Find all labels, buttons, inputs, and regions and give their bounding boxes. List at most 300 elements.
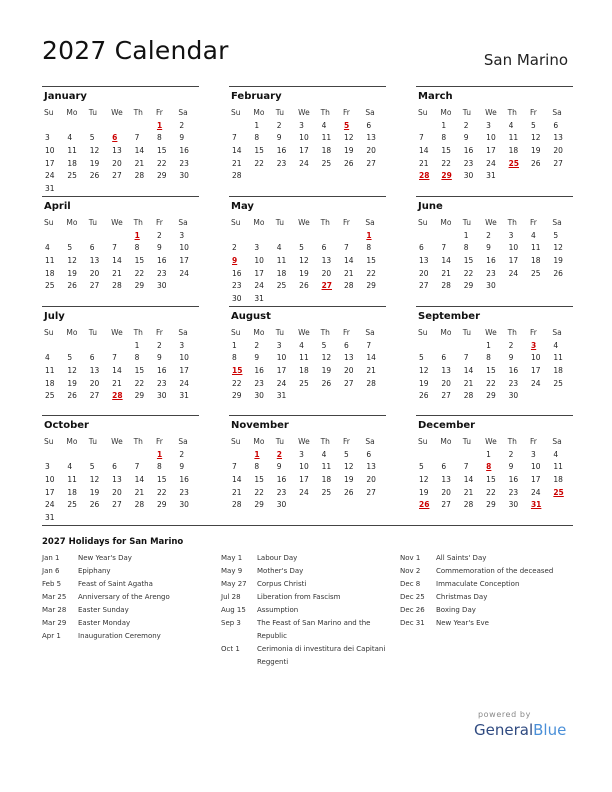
month-name: November	[231, 420, 289, 431]
holiday-name: Liberation from Fascism	[257, 593, 341, 601]
weekday-label: Su	[418, 108, 428, 117]
holiday-name: Easter Sunday	[78, 606, 129, 614]
weekday-label: Mo	[66, 108, 78, 117]
weekday-label: Sa	[365, 328, 375, 337]
day-cell: 6	[553, 120, 559, 130]
day-cell: 10	[45, 475, 55, 485]
holiday-name: The Feast of San Marino and the Republic	[257, 619, 371, 640]
holiday-date: Apr 1	[42, 632, 61, 640]
day-cell: 24	[254, 281, 264, 291]
holiday-date: Jul 28	[221, 593, 241, 601]
weekday-label: Fr	[155, 218, 163, 227]
day-cell: 26	[343, 158, 354, 168]
day-cell: 21	[112, 378, 122, 388]
holiday-day-cell: 1	[156, 449, 163, 459]
empty-cell	[42, 230, 64, 243]
day-cell: 12	[419, 366, 429, 376]
day-cell: 3	[45, 462, 50, 472]
day-cell: 29	[232, 391, 242, 401]
day-cell: 29	[486, 500, 496, 510]
day-cell: 16	[508, 366, 519, 376]
day-cell: 5	[419, 462, 424, 472]
holiday-day-cell: 1	[254, 449, 260, 459]
empty-cell	[87, 340, 109, 353]
day-cell: 5	[89, 133, 95, 143]
holiday-date: Mar 25	[42, 593, 67, 601]
weekday-label: Th	[133, 437, 143, 446]
weekday-label: Tu	[275, 108, 284, 117]
day-cell: 15	[134, 366, 145, 376]
holiday-day-cell: 25	[508, 158, 519, 168]
day-cell: 16	[508, 475, 519, 485]
day-cell: 18	[45, 268, 55, 278]
weekday-label: Mo	[253, 328, 265, 337]
empty-cell	[42, 449, 64, 462]
day-cell: 14	[112, 256, 122, 266]
day-cell: 22	[486, 487, 496, 497]
holiday-day-cell: 5	[343, 120, 350, 130]
day-cell: 8	[366, 243, 372, 253]
month-name: July	[44, 311, 65, 322]
day-cell: 11	[45, 366, 55, 376]
weekday-label: Fr	[155, 328, 163, 337]
empty-cell	[438, 340, 460, 353]
day-cell: 23	[179, 487, 189, 497]
empty-cell	[109, 340, 131, 353]
day-cell: 10	[530, 462, 541, 472]
day-cell: 9	[463, 133, 469, 143]
day-grid	[42, 436, 199, 525]
empty-cell	[109, 230, 131, 243]
day-cell: 2	[508, 340, 514, 350]
day-grid	[229, 217, 386, 306]
holiday-day-cell: 1	[366, 230, 372, 240]
day-cell: 1	[134, 340, 140, 350]
day-cell: 27	[366, 487, 376, 497]
day-cell: 7	[343, 243, 349, 253]
weekday-label: Th	[507, 328, 517, 337]
day-cell: 6	[441, 462, 447, 472]
day-cell: 13	[366, 462, 376, 472]
day-cell: 25	[276, 281, 287, 291]
holiday-date: Feb 5	[42, 580, 62, 588]
day-cell: 18	[530, 256, 541, 266]
day-grid	[416, 436, 573, 512]
weekday-label: We	[485, 218, 497, 227]
holiday-name: Mother's Day	[257, 567, 304, 575]
day-cell: 15	[441, 146, 451, 156]
day-cell: 20	[112, 158, 122, 168]
day-cell: 24	[179, 268, 189, 278]
day-cell: 28	[232, 500, 242, 510]
day-cell: 20	[89, 268, 100, 278]
day-cell: 13	[89, 366, 100, 376]
weekday-label: Su	[44, 218, 54, 227]
day-cell: 21	[134, 158, 145, 168]
holiday-name: Immaculate Conception	[436, 580, 520, 588]
holiday-name: Assumption	[257, 606, 299, 614]
day-cell: 27	[89, 391, 100, 401]
day-cell: 15	[254, 475, 264, 485]
day-cell: 31	[45, 513, 55, 523]
day-cell: 10	[508, 243, 519, 253]
weekday-label: Su	[44, 328, 54, 337]
day-cell: 25	[67, 500, 77, 510]
day-cell: 24	[299, 487, 309, 497]
day-cell: 19	[530, 146, 541, 156]
holiday-row	[221, 643, 396, 669]
weekday-label: We	[485, 108, 497, 117]
day-cell: 27	[441, 391, 451, 401]
day-cell: 12	[89, 475, 100, 485]
day-cell: 12	[67, 366, 77, 376]
empty-cell	[274, 230, 296, 243]
day-cell: 2	[254, 340, 260, 350]
month-name: June	[418, 201, 443, 212]
day-cell: 4	[508, 120, 514, 130]
month-name: December	[418, 420, 476, 431]
day-cell: 8	[232, 353, 237, 363]
day-cell: 15	[463, 256, 474, 266]
day-cell: 31	[276, 391, 287, 401]
day-cell: 13	[419, 256, 429, 266]
day-cell: 20	[366, 146, 376, 156]
empty-cell	[87, 230, 109, 243]
day-cell: 16	[156, 256, 167, 266]
holiday-row	[42, 578, 217, 591]
day-cell: 31	[179, 391, 189, 401]
day-cell: 2	[232, 243, 237, 253]
holiday-day-cell: 26	[419, 500, 430, 510]
day-cell: 11	[553, 462, 563, 472]
day-cell: 28	[112, 281, 122, 291]
day-cell: 6	[366, 120, 372, 130]
day-cell: 29	[486, 391, 496, 401]
holiday-day-cell: 31	[530, 500, 542, 510]
weekday-label: Mo	[440, 328, 452, 337]
month-rule	[229, 415, 386, 416]
day-cell: 19	[343, 475, 354, 485]
day-cell: 20	[321, 268, 332, 278]
day-cell: 21	[463, 487, 474, 497]
weekday-label: Th	[320, 328, 330, 337]
weekday-label: Fr	[155, 108, 163, 117]
weekday-label: Mo	[66, 218, 78, 227]
day-cell: 29	[134, 391, 145, 401]
day-cell: 16	[463, 146, 474, 156]
weekday-label: Sa	[552, 218, 562, 227]
month-name: February	[231, 91, 282, 102]
month-name: May	[231, 201, 254, 212]
weekday-label: Tu	[275, 437, 284, 446]
day-cell: 14	[134, 146, 145, 156]
day-cell: 24	[508, 268, 519, 278]
day-cell: 26	[343, 487, 354, 497]
day-cell: 25	[530, 268, 541, 278]
weekday-label: Sa	[365, 437, 375, 446]
day-cell: 29	[254, 500, 264, 510]
day-cell: 17	[299, 146, 309, 156]
day-cell: 4	[530, 230, 536, 240]
day-cell: 3	[276, 340, 282, 350]
day-cell: 13	[441, 475, 451, 485]
day-cell: 1	[232, 340, 237, 350]
day-cell: 21	[419, 158, 429, 168]
day-cell: 1	[254, 120, 260, 130]
day-grid	[229, 107, 386, 183]
day-cell: 24	[45, 171, 55, 181]
day-cell: 6	[419, 243, 424, 253]
brand-part-blue: Blue	[533, 721, 567, 739]
day-cell: 31	[254, 294, 264, 304]
day-cell: 5	[67, 243, 73, 253]
holiday-row	[400, 578, 575, 591]
day-cell: 23	[232, 281, 242, 291]
holiday-date: Dec 31	[400, 619, 425, 627]
day-cell: 10	[179, 353, 189, 363]
day-cell: 5	[419, 353, 424, 363]
day-cell: 27	[441, 500, 451, 510]
month-rule	[416, 415, 573, 416]
empty-cell	[251, 230, 273, 243]
holiday-day-cell: 3	[530, 340, 537, 350]
day-cell: 19	[419, 487, 429, 497]
weekday-label: Mo	[440, 218, 452, 227]
brand-part-general: General	[474, 721, 534, 739]
generalblue-logo[interactable]	[474, 721, 566, 739]
holiday-name: Commemoration of the deceased	[436, 567, 554, 575]
day-cell: 4	[553, 449, 559, 459]
weekday-label: Fr	[342, 328, 350, 337]
month-rule	[229, 196, 386, 197]
day-cell: 10	[179, 243, 189, 253]
holiday-date: Nov 2	[400, 567, 421, 575]
day-cell: 5	[299, 243, 304, 253]
day-cell: 9	[254, 353, 260, 363]
weekday-label: Mo	[66, 437, 78, 446]
holiday-day-cell: 8	[486, 462, 492, 472]
month-name: April	[44, 201, 71, 212]
day-cell: 20	[553, 146, 563, 156]
month-name: August	[231, 311, 271, 322]
weekday-label: Su	[418, 328, 428, 337]
day-cell: 2	[179, 449, 185, 459]
month-name: September	[418, 311, 480, 322]
holiday-date: Jan 1	[42, 554, 60, 562]
day-cell: 18	[67, 487, 77, 497]
day-cell: 9	[276, 462, 282, 472]
holiday-day-cell: 1	[134, 230, 140, 240]
day-cell: 16	[486, 256, 496, 266]
day-cell: 25	[45, 391, 55, 401]
holiday-name: All Saints' Day	[436, 554, 487, 562]
day-cell: 8	[463, 243, 469, 253]
month-rule	[42, 415, 199, 416]
day-grid	[42, 217, 199, 293]
day-cell: 28	[343, 281, 354, 291]
holiday-day-cell: 6	[112, 133, 118, 143]
day-cell: 14	[441, 256, 451, 266]
day-cell: 19	[89, 158, 100, 168]
day-cell: 22	[156, 487, 167, 497]
day-cell: 5	[89, 462, 95, 472]
day-cell: 23	[486, 268, 496, 278]
day-cell: 18	[276, 268, 287, 278]
holiday-date: Jan 6	[42, 567, 60, 575]
day-cell: 12	[343, 133, 354, 143]
day-cell: 18	[67, 158, 77, 168]
holiday-name: Cerimonia di investitura dei Capitani Reggenti	[257, 645, 386, 666]
day-cell: 17	[45, 487, 55, 497]
day-cell: 17	[179, 256, 189, 266]
day-cell: 24	[276, 378, 287, 388]
day-cell: 30	[276, 500, 287, 510]
day-cell: 5	[553, 230, 559, 240]
day-cell: 9	[508, 353, 514, 363]
weekday-label: We	[298, 437, 310, 446]
day-cell: 8	[156, 133, 162, 143]
day-cell: 14	[232, 146, 242, 156]
month-name: October	[44, 420, 89, 431]
day-cell: 3	[486, 120, 491, 130]
day-cell: 9	[508, 462, 514, 472]
day-cell: 12	[299, 256, 309, 266]
day-cell: 20	[419, 268, 429, 278]
empty-cell	[319, 230, 341, 243]
day-cell: 4	[67, 462, 73, 472]
day-cell: 17	[508, 256, 519, 266]
day-cell: 2	[156, 230, 162, 240]
day-cell: 23	[179, 158, 189, 168]
holiday-row	[400, 565, 575, 578]
day-cell: 25	[67, 171, 77, 181]
day-cell: 17	[530, 366, 541, 376]
month-rule	[229, 86, 386, 87]
empty-cell	[296, 230, 318, 243]
holiday-row	[221, 565, 396, 578]
day-cell: 12	[343, 462, 354, 472]
month-rule	[416, 196, 573, 197]
month-name: January	[44, 91, 87, 102]
day-cell: 17	[45, 158, 55, 168]
day-grid	[416, 217, 573, 293]
empty-cell	[132, 120, 154, 133]
day-cell: 19	[343, 146, 354, 156]
day-cell: 13	[343, 353, 354, 363]
day-cell: 17	[254, 268, 264, 278]
day-cell: 1	[463, 230, 469, 240]
day-cell: 22	[254, 158, 264, 168]
day-cell: 29	[156, 500, 167, 510]
month-rule	[416, 86, 573, 87]
day-cell: 10	[276, 353, 287, 363]
day-cell: 25	[299, 378, 309, 388]
day-cell: 8	[254, 462, 260, 472]
day-cell: 6	[321, 243, 327, 253]
day-cell: 12	[67, 256, 77, 266]
day-cell: 9	[156, 353, 162, 363]
day-cell: 19	[553, 256, 563, 266]
holiday-row	[221, 578, 396, 591]
day-cell: 10	[254, 256, 264, 266]
day-grid	[229, 436, 386, 512]
day-cell: 16	[179, 146, 189, 156]
day-cell: 27	[553, 158, 563, 168]
day-cell: 30	[508, 500, 519, 510]
day-cell: 15	[366, 256, 376, 266]
weekday-label: Su	[231, 218, 241, 227]
empty-cell	[341, 230, 363, 243]
day-cell: 20	[89, 378, 100, 388]
day-cell: 18	[321, 146, 332, 156]
day-cell: 21	[134, 487, 145, 497]
day-cell: 27	[89, 281, 100, 291]
weekday-label: Mo	[440, 437, 452, 446]
weekday-label: Fr	[529, 328, 537, 337]
day-cell: 25	[321, 158, 332, 168]
day-cell: 24	[530, 487, 541, 497]
day-cell: 21	[366, 366, 376, 376]
holiday-row	[42, 630, 217, 643]
weekday-label: Tu	[88, 218, 97, 227]
day-cell: 22	[486, 378, 496, 388]
day-cell: 15	[486, 475, 496, 485]
day-cell: 11	[321, 462, 332, 472]
day-cell: 30	[156, 281, 167, 291]
day-cell: 2	[486, 230, 491, 240]
weekday-label: Sa	[552, 108, 562, 117]
day-cell: 17	[179, 366, 189, 376]
day-cell: 23	[276, 487, 287, 497]
empty-cell	[64, 120, 86, 133]
day-cell: 7	[441, 243, 447, 253]
day-cell: 2	[179, 120, 185, 130]
day-cell: 22	[134, 268, 145, 278]
day-cell: 3	[254, 243, 260, 253]
weekday-label: Sa	[178, 328, 188, 337]
day-cell: 20	[343, 366, 354, 376]
day-grid	[416, 327, 573, 403]
month-rule	[416, 306, 573, 307]
day-cell: 1	[486, 449, 491, 459]
empty-cell	[42, 340, 64, 353]
holiday-date: May 27	[221, 580, 247, 588]
day-cell: 6	[89, 353, 95, 363]
day-cell: 4	[321, 449, 327, 459]
day-cell: 15	[134, 256, 145, 266]
holiday-name: Boxing Day	[436, 606, 476, 614]
weekday-label: We	[298, 108, 310, 117]
day-cell: 8	[441, 133, 447, 143]
weekday-label: Fr	[342, 218, 350, 227]
day-cell: 11	[45, 256, 55, 266]
day-cell: 11	[276, 256, 287, 266]
weekday-label: We	[111, 328, 123, 337]
day-cell: 8	[134, 353, 140, 363]
holiday-row	[400, 552, 575, 565]
day-cell: 30	[179, 500, 189, 510]
day-cell: 7	[112, 243, 117, 253]
day-cell: 12	[530, 133, 541, 143]
page-title: 2027 Calendar	[42, 36, 229, 65]
day-cell: 3	[508, 230, 514, 240]
holiday-day-cell: 2	[276, 449, 282, 459]
weekday-label: Sa	[552, 328, 562, 337]
month-rule	[42, 196, 199, 197]
holiday-row	[42, 617, 217, 630]
day-cell: 15	[254, 146, 264, 156]
day-cell: 14	[463, 475, 474, 485]
